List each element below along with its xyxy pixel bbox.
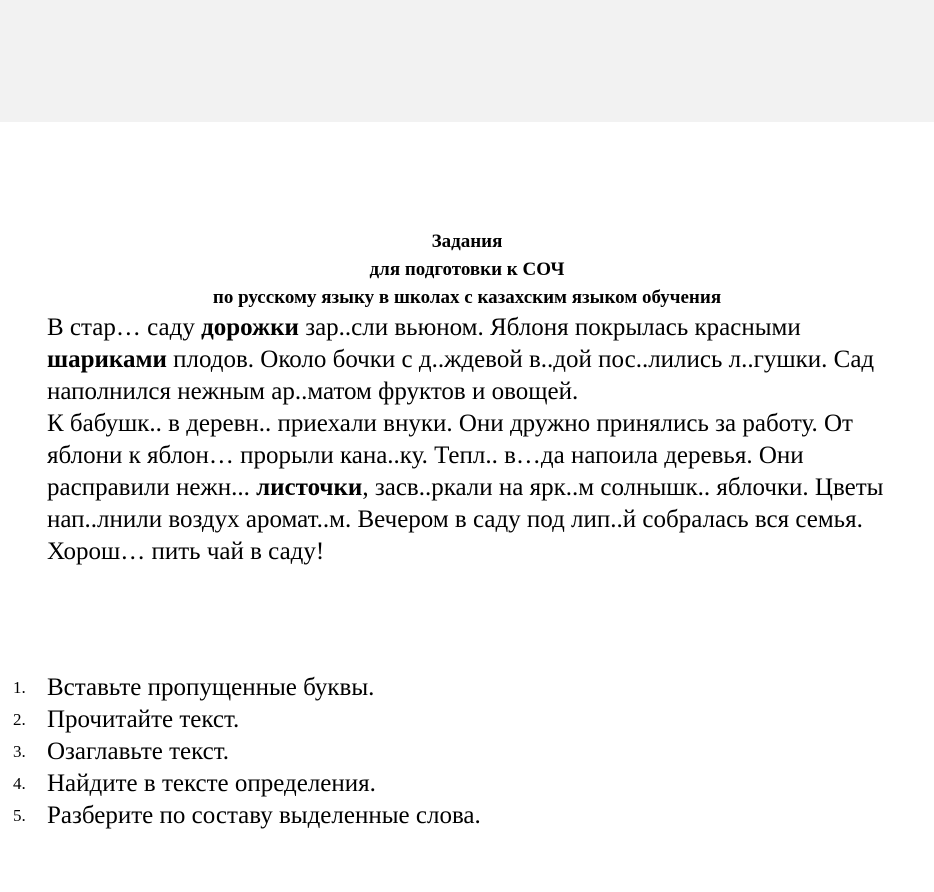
heading-subtitle: для подготовки к СОЧ	[369, 259, 565, 280]
task-text: Найдите в тексте определения.	[47, 770, 376, 797]
task-number: 3.	[13, 742, 26, 761]
highlighted-word: листочки	[256, 474, 363, 501]
task-text: Вставьте пропущенные буквы.	[47, 674, 375, 701]
text-fragment: В стар… саду	[47, 314, 202, 341]
text-fragment: плодов. Около бочки с д..ждевой в..дой пос..лились л..гушки. Сад наполнился нежным ар..матом фруктов и овощей.	[47, 346, 875, 405]
task-text: Озаглавьте текст.	[47, 738, 230, 765]
heading-subject: по русскому языку в школах с казахским языком обучения	[212, 287, 722, 308]
text-fragment: , засв..ркали на ярк..м солнышк.. яблочки. Цветы нап..лнили воздух аромат..м. Вечером в саду под лип..й собралась вся семья. Хорош… пить чай в саду!	[47, 474, 884, 565]
task-text: Прочитайте текст.	[47, 706, 240, 733]
paragraph-1	[47, 312, 917, 408]
text-fragment: К бабушк.. в деревн.. приехали внуки. Они дружно принялись за работу. От яблони к яблон… прорыли кана..ку. Тепл.. в…да напоила деревья. Они расправили нежн...	[47, 410, 853, 501]
task-number: 5.	[13, 806, 26, 825]
text-fragment: зар..сли вьюном. Яблоня покрылась красными	[298, 314, 801, 341]
highlighted-word: шариками	[47, 346, 167, 373]
task-number: 2.	[13, 710, 26, 729]
task-item	[0, 736, 934, 768]
task-text: Разберите по составу выделенные слова.	[47, 802, 481, 829]
document-heading	[0, 228, 934, 312]
paragraph-2	[47, 408, 917, 568]
task-item	[0, 672, 934, 704]
top-gray-band	[0, 0, 934, 122]
exercise-text	[47, 312, 917, 568]
task-number: 1.	[13, 678, 26, 697]
task-item	[0, 768, 934, 800]
highlighted-word: дорожки	[201, 314, 299, 341]
heading-title: Задания	[431, 231, 503, 252]
task-item	[0, 800, 934, 832]
task-number: 4.	[13, 774, 26, 793]
task-list	[0, 672, 934, 832]
task-item	[0, 704, 934, 736]
